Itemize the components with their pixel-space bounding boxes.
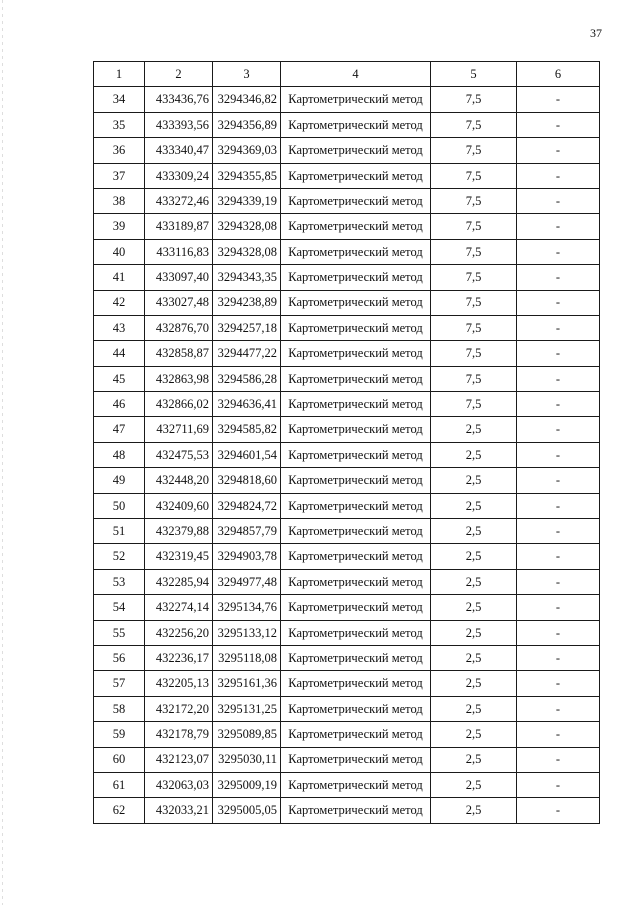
cell-accuracy: 7,5 [431, 188, 517, 213]
cell-point-number: 57 [94, 671, 145, 696]
cell-point-number: 62 [94, 798, 145, 823]
cell-accuracy: 7,5 [431, 366, 517, 391]
cell-accuracy: 2,5 [431, 772, 517, 797]
cell-method: Картометрический метод [281, 569, 431, 594]
cell-accuracy: 2,5 [431, 468, 517, 493]
cell-point-number: 54 [94, 595, 145, 620]
cell-x-coordinate: 432711,69 [145, 417, 213, 442]
table-row [94, 214, 600, 239]
cell-x-coordinate: 432178,79 [145, 722, 213, 747]
cell-x-coordinate: 432123,07 [145, 747, 213, 772]
cell-x-coordinate: 432256,20 [145, 620, 213, 645]
cell-note: - [517, 544, 600, 569]
cell-y-coordinate: 3294343,35 [213, 265, 281, 290]
cell-y-coordinate: 3295131,25 [213, 696, 281, 721]
cell-note: - [517, 417, 600, 442]
cell-point-number: 46 [94, 392, 145, 417]
cell-x-coordinate: 433027,48 [145, 290, 213, 315]
cell-x-coordinate: 432285,94 [145, 569, 213, 594]
table-row [94, 112, 600, 137]
cell-accuracy: 2,5 [431, 417, 517, 442]
cell-x-coordinate: 432172,20 [145, 696, 213, 721]
cell-y-coordinate: 3294328,08 [213, 214, 281, 239]
table-row [94, 671, 600, 696]
cell-method: Картометрический метод [281, 620, 431, 645]
cell-accuracy: 2,5 [431, 798, 517, 823]
cell-method: Картометрический метод [281, 214, 431, 239]
cell-method: Картометрический метод [281, 747, 431, 772]
cell-x-coordinate: 432379,88 [145, 519, 213, 544]
cell-accuracy: 7,5 [431, 315, 517, 340]
table-row [94, 519, 600, 544]
cell-method: Картометрический метод [281, 645, 431, 670]
cell-x-coordinate: 432863,98 [145, 366, 213, 391]
cell-method: Картометрический метод [281, 138, 431, 163]
cell-y-coordinate: 3295005,05 [213, 798, 281, 823]
table-row [94, 290, 600, 315]
cell-method: Картометрический метод [281, 315, 431, 340]
cell-y-coordinate: 3294601,54 [213, 442, 281, 467]
cell-point-number: 56 [94, 645, 145, 670]
header-cell-method: 4 [281, 62, 431, 87]
cell-x-coordinate: 432876,70 [145, 315, 213, 340]
cell-accuracy: 2,5 [431, 442, 517, 467]
cell-note: - [517, 671, 600, 696]
cell-method: Картометрический метод [281, 468, 431, 493]
cell-note: - [517, 798, 600, 823]
cell-method: Картометрический метод [281, 265, 431, 290]
cell-y-coordinate: 3294238,89 [213, 290, 281, 315]
cell-point-number: 47 [94, 417, 145, 442]
cell-accuracy: 2,5 [431, 595, 517, 620]
cell-y-coordinate: 3294903,78 [213, 544, 281, 569]
table-row [94, 188, 600, 213]
table-row [94, 417, 600, 442]
table-row [94, 569, 600, 594]
cell-method: Картометрический метод [281, 798, 431, 823]
cell-point-number: 50 [94, 493, 145, 518]
cell-x-coordinate: 432033,21 [145, 798, 213, 823]
cell-x-coordinate: 433189,87 [145, 214, 213, 239]
cell-x-coordinate: 432319,45 [145, 544, 213, 569]
table-row [94, 620, 600, 645]
cell-accuracy: 7,5 [431, 214, 517, 239]
cell-point-number: 44 [94, 341, 145, 366]
cell-y-coordinate: 3295089,85 [213, 722, 281, 747]
cell-method: Картометрический метод [281, 772, 431, 797]
cell-method: Картометрический метод [281, 392, 431, 417]
header-cell-x-coordinate: 2 [145, 62, 213, 87]
scan-edge-artifact [2, 0, 3, 905]
header-cell-accuracy: 5 [431, 62, 517, 87]
table-row [94, 87, 600, 112]
cell-accuracy: 7,5 [431, 87, 517, 112]
table-row [94, 772, 600, 797]
cell-point-number: 36 [94, 138, 145, 163]
cell-accuracy: 7,5 [431, 290, 517, 315]
cell-method: Картометрический метод [281, 112, 431, 137]
cell-method: Картометрический метод [281, 163, 431, 188]
cell-x-coordinate: 432409,60 [145, 493, 213, 518]
cell-x-coordinate: 433436,76 [145, 87, 213, 112]
cell-x-coordinate: 433309,24 [145, 163, 213, 188]
cell-accuracy: 7,5 [431, 341, 517, 366]
table-row [94, 493, 600, 518]
cell-note: - [517, 493, 600, 518]
cell-point-number: 52 [94, 544, 145, 569]
cell-note: - [517, 595, 600, 620]
cell-note: - [517, 468, 600, 493]
cell-note: - [517, 341, 600, 366]
cell-note: - [517, 214, 600, 239]
table-row [94, 442, 600, 467]
cell-x-coordinate: 432063,03 [145, 772, 213, 797]
cell-y-coordinate: 3295134,76 [213, 595, 281, 620]
header-cell-y-coordinate: 3 [213, 62, 281, 87]
cell-y-coordinate: 3295009,19 [213, 772, 281, 797]
cell-accuracy: 2,5 [431, 620, 517, 645]
cell-accuracy: 2,5 [431, 722, 517, 747]
cell-method: Картометрический метод [281, 519, 431, 544]
cell-point-number: 49 [94, 468, 145, 493]
cell-method: Картометрический метод [281, 595, 431, 620]
cell-y-coordinate: 3294369,03 [213, 138, 281, 163]
cell-method: Картометрический метод [281, 188, 431, 213]
cell-point-number: 51 [94, 519, 145, 544]
cell-x-coordinate: 433272,46 [145, 188, 213, 213]
cell-y-coordinate: 3294977,48 [213, 569, 281, 594]
table-row [94, 544, 600, 569]
cell-accuracy: 7,5 [431, 163, 517, 188]
cell-x-coordinate: 432274,14 [145, 595, 213, 620]
cell-x-coordinate: 432866,02 [145, 392, 213, 417]
table-row [94, 722, 600, 747]
cell-point-number: 53 [94, 569, 145, 594]
coordinates-table [93, 61, 600, 824]
cell-x-coordinate: 432475,53 [145, 442, 213, 467]
table-row [94, 163, 600, 188]
cell-point-number: 43 [94, 315, 145, 340]
cell-point-number: 42 [94, 290, 145, 315]
page-number: 37 [590, 26, 602, 40]
table-row [94, 645, 600, 670]
table-row [94, 468, 600, 493]
cell-note: - [517, 620, 600, 645]
cell-x-coordinate: 432858,87 [145, 341, 213, 366]
cell-accuracy: 7,5 [431, 138, 517, 163]
cell-point-number: 60 [94, 747, 145, 772]
cell-x-coordinate: 433340,47 [145, 138, 213, 163]
cell-y-coordinate: 3295161,36 [213, 671, 281, 696]
cell-y-coordinate: 3294257,18 [213, 315, 281, 340]
cell-point-number: 41 [94, 265, 145, 290]
cell-point-number: 48 [94, 442, 145, 467]
cell-note: - [517, 645, 600, 670]
cell-note: - [517, 138, 600, 163]
cell-point-number: 37 [94, 163, 145, 188]
cell-note: - [517, 722, 600, 747]
cell-point-number: 55 [94, 620, 145, 645]
cell-point-number: 39 [94, 214, 145, 239]
table-row [94, 392, 600, 417]
cell-y-coordinate: 3294356,89 [213, 112, 281, 137]
cell-method: Картометрический метод [281, 493, 431, 518]
cell-accuracy: 2,5 [431, 519, 517, 544]
cell-y-coordinate: 3294346,82 [213, 87, 281, 112]
cell-accuracy: 2,5 [431, 544, 517, 569]
cell-note: - [517, 392, 600, 417]
table-header [94, 62, 600, 87]
cell-y-coordinate: 3294857,79 [213, 519, 281, 544]
cell-y-coordinate: 3294355,85 [213, 163, 281, 188]
cell-point-number: 35 [94, 112, 145, 137]
cell-method: Картометрический метод [281, 290, 431, 315]
cell-note: - [517, 772, 600, 797]
header-row [94, 62, 600, 87]
cell-note: - [517, 290, 600, 315]
cell-y-coordinate: 3294328,08 [213, 239, 281, 264]
cell-note: - [517, 442, 600, 467]
cell-note: - [517, 747, 600, 772]
cell-point-number: 40 [94, 239, 145, 264]
header-cell-note: 6 [517, 62, 600, 87]
cell-method: Картометрический метод [281, 442, 431, 467]
table-row [94, 595, 600, 620]
cell-note: - [517, 112, 600, 137]
table-row [94, 798, 600, 823]
cell-y-coordinate: 3294818,60 [213, 468, 281, 493]
cell-x-coordinate: 432236,17 [145, 645, 213, 670]
cell-x-coordinate: 432205,13 [145, 671, 213, 696]
cell-accuracy: 2,5 [431, 747, 517, 772]
cell-point-number: 61 [94, 772, 145, 797]
cell-x-coordinate: 433097,40 [145, 265, 213, 290]
table-row [94, 747, 600, 772]
cell-y-coordinate: 3294824,72 [213, 493, 281, 518]
cell-accuracy: 7,5 [431, 112, 517, 137]
cell-point-number: 58 [94, 696, 145, 721]
table-row [94, 696, 600, 721]
cell-note: - [517, 87, 600, 112]
cell-accuracy: 2,5 [431, 493, 517, 518]
table-row [94, 265, 600, 290]
cell-accuracy: 7,5 [431, 265, 517, 290]
cell-accuracy: 7,5 [431, 239, 517, 264]
cell-point-number: 59 [94, 722, 145, 747]
table-body [94, 87, 600, 823]
cell-x-coordinate: 433116,83 [145, 239, 213, 264]
cell-method: Картометрический метод [281, 722, 431, 747]
cell-method: Картометрический метод [281, 239, 431, 264]
cell-note: - [517, 188, 600, 213]
cell-note: - [517, 519, 600, 544]
table-row [94, 315, 600, 340]
cell-method: Картометрический метод [281, 366, 431, 391]
table-row [94, 239, 600, 264]
cell-method: Картометрический метод [281, 417, 431, 442]
cell-method: Картометрический метод [281, 87, 431, 112]
cell-method: Картометрический метод [281, 341, 431, 366]
cell-y-coordinate: 3294636,41 [213, 392, 281, 417]
cell-y-coordinate: 3295030,11 [213, 747, 281, 772]
cell-accuracy: 2,5 [431, 645, 517, 670]
cell-point-number: 45 [94, 366, 145, 391]
header-cell-point-number: 1 [94, 62, 145, 87]
cell-accuracy: 7,5 [431, 392, 517, 417]
cell-method: Картометрический метод [281, 544, 431, 569]
cell-note: - [517, 569, 600, 594]
cell-y-coordinate: 3294339,19 [213, 188, 281, 213]
cell-note: - [517, 315, 600, 340]
cell-y-coordinate: 3294477,22 [213, 341, 281, 366]
cell-point-number: 38 [94, 188, 145, 213]
table-row [94, 341, 600, 366]
cell-point-number: 34 [94, 87, 145, 112]
cell-y-coordinate: 3295133,12 [213, 620, 281, 645]
table-row [94, 366, 600, 391]
cell-note: - [517, 163, 600, 188]
cell-note: - [517, 366, 600, 391]
cell-accuracy: 2,5 [431, 671, 517, 696]
cell-y-coordinate: 3294586,28 [213, 366, 281, 391]
cell-method: Картометрический метод [281, 671, 431, 696]
cell-accuracy: 2,5 [431, 696, 517, 721]
cell-y-coordinate: 3295118,08 [213, 645, 281, 670]
cell-accuracy: 2,5 [431, 569, 517, 594]
cell-note: - [517, 265, 600, 290]
cell-note: - [517, 696, 600, 721]
cell-x-coordinate: 432448,20 [145, 468, 213, 493]
table-row [94, 138, 600, 163]
cell-note: - [517, 239, 600, 264]
cell-x-coordinate: 433393,56 [145, 112, 213, 137]
cell-y-coordinate: 3294585,82 [213, 417, 281, 442]
cell-method: Картометрический метод [281, 696, 431, 721]
